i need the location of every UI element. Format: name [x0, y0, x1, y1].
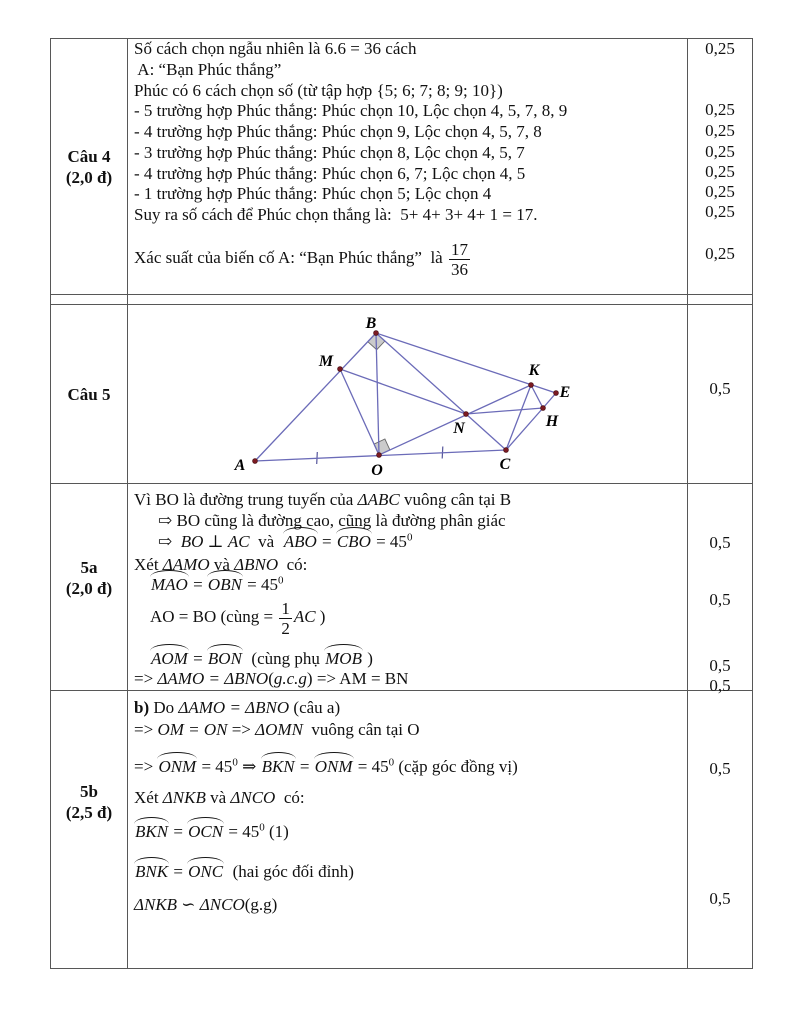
solution-line: Số cách chọn ngẫu nhiên là 6.6 = 36 cách [134, 39, 417, 58]
solution-line [134, 756, 518, 777]
table-border-bottom [50, 968, 753, 969]
text-run: (1) [264, 822, 289, 841]
text-run: ) [315, 607, 326, 626]
row-divider-3 [50, 690, 753, 691]
superscript: 0 [259, 821, 265, 834]
angle-name: OBN [207, 575, 242, 594]
text-run: ⇨ [158, 532, 181, 551]
text-run: b) [134, 698, 150, 717]
score-value: 0,5 [709, 656, 731, 675]
segment-CH [506, 408, 543, 450]
solution-line [150, 574, 284, 595]
text-run: (cùng phụ [242, 649, 325, 668]
row-points: (2,0 đ) [65, 579, 113, 598]
solution-line: - 4 trường hợp Phúc thắng: Phúc chọn 9, Lộc chọn 4, 5, 7, 8 [134, 122, 542, 141]
text-run: = [317, 532, 336, 551]
angle-name: ONM [314, 757, 353, 776]
text-run: vuông cân tại O [302, 720, 420, 739]
segment-BC [376, 333, 506, 450]
text-run: => [227, 720, 256, 739]
point-label-E: E [559, 384, 571, 401]
row-divider-1a [50, 294, 753, 295]
solution-line [134, 697, 340, 718]
solution-line: - 3 trường hợp Phúc thắng: Phúc chọn 8, Lộc chọn 4, 5, 7 [134, 143, 525, 162]
angle-name: BKN [135, 822, 169, 841]
text-run: BO [180, 532, 204, 551]
solution-line: Phúc có 6 cách chọn số (từ tập hợp {5; 6; 7; 8; 9; 10}) [134, 81, 503, 100]
point-label-N: N [453, 420, 465, 437]
angle-name: ABO [283, 532, 317, 551]
text-run: ΔAMO = ΔBNO [178, 698, 290, 717]
text-run: ⇒ [237, 757, 261, 776]
text-run: ⇨ BO cũng là đường cao, cũng là đường phân giác [158, 511, 506, 530]
table-border-right [752, 38, 753, 969]
text-run: ( [268, 669, 274, 688]
text-run: = [188, 575, 207, 594]
solution-line-probability [134, 236, 472, 280]
solution-line [158, 531, 412, 552]
segment-EH [543, 393, 556, 408]
solution-line [134, 861, 354, 882]
solution-line: - 5 trường hợp Phúc thắng: Phúc chọn 10, Lộc chọn 4, 5, 7, 8, 9 [134, 101, 568, 120]
text-run: ) => AM = BN [306, 669, 409, 688]
text-run: ) [362, 649, 373, 668]
angle-name: OCN [188, 822, 224, 841]
score-value: 0,25 [705, 121, 735, 140]
solution-line: Suy ra số cách để Phúc chọn thắng là: 5+ 4+ 3+ 4+ 1 = 17. [134, 205, 538, 224]
solution-line [134, 489, 511, 510]
text-run: => [134, 757, 158, 776]
score-value: 0,5 [709, 759, 731, 778]
text-run: Vì BO là đường trung tuyến của [134, 490, 358, 509]
point-label-O: O [371, 462, 383, 479]
point-label-H: H [545, 413, 559, 430]
score-value: 0,25 [705, 39, 735, 58]
score-value: 0,25 [705, 244, 735, 263]
superscript: 0 [278, 574, 284, 587]
text-run: g.c.g [273, 669, 307, 688]
segment-MN [340, 369, 466, 414]
solution-line [158, 510, 506, 531]
solution-line [134, 668, 408, 689]
point-M [338, 367, 343, 372]
text-run: = [169, 862, 188, 881]
row-label-cau4 [51, 39, 127, 294]
point-label-K: K [528, 362, 540, 379]
angle-name: BON [207, 649, 242, 668]
segment-MO [340, 369, 379, 455]
text-run: => [134, 669, 158, 688]
text-run: có: [278, 555, 308, 574]
table-divider-label [127, 38, 128, 969]
right-angle-mark-O [374, 439, 390, 455]
text-run: AO = BO (cùng [150, 607, 264, 626]
row-label: Câu 5 [67, 384, 111, 404]
score-value: 0,25 [705, 100, 735, 119]
score-value: 0,25 [705, 202, 735, 221]
score-value: 0,25 [705, 142, 735, 161]
text-run: có: [275, 788, 305, 807]
point-O [377, 453, 382, 458]
solution-line [134, 787, 305, 808]
point-label-B: B [365, 315, 377, 332]
superscript: 0 [232, 756, 238, 769]
point-H [541, 406, 546, 411]
angle-name: ONM [158, 757, 197, 776]
row-divider-2 [50, 483, 753, 484]
row-divider-1b [50, 304, 753, 305]
text-run: = [263, 607, 278, 626]
text-run: = [295, 757, 314, 776]
text-run: và [209, 555, 235, 574]
text-run: AC [293, 607, 316, 626]
solution-line [134, 719, 420, 740]
score-value: 0,25 [705, 162, 735, 181]
text-run: ⊥ [203, 532, 228, 551]
text-run: Xét [134, 555, 163, 574]
row-points: (2,5 đ) [65, 802, 113, 822]
text-run: (g.g) [244, 895, 278, 914]
geometry-figure [225, 315, 597, 483]
solution-line: - 4 trường hợp Phúc thắng: Phúc chọn 6, 7; Lộc chọn 4, 5 [134, 164, 526, 183]
text-run: => [134, 720, 158, 739]
text-run: (câu a) [289, 698, 341, 717]
text-run: ΔOMN [255, 720, 303, 739]
text-run: ΔNKB [162, 788, 206, 807]
solution-line [150, 595, 325, 639]
point-N [464, 412, 469, 417]
text-run: ΔNKB [134, 895, 178, 914]
solution-line: A: “Bạn Phúc thắng” [134, 60, 282, 79]
text-run: Xác suất của biến cố A: “Bạn Phúc thắng” là [134, 248, 447, 267]
text-run: = 45 [224, 822, 260, 841]
superscript: 0 [388, 756, 395, 769]
score-value: 0,5 [709, 533, 731, 552]
text-run: = [188, 649, 207, 668]
point-label-M: M [318, 353, 334, 370]
point-A [253, 459, 258, 464]
text-run: = 45 [242, 575, 279, 594]
angle-name: BNK [135, 862, 169, 881]
point-label-A: A [234, 457, 246, 474]
text-run: Do [149, 698, 179, 717]
text-run: = 45 [353, 757, 389, 776]
angle-name: ONC [188, 862, 224, 881]
text-run: và [205, 788, 231, 807]
angle-name: MAO [151, 575, 188, 594]
figure-content [234, 315, 571, 479]
score-value: 0,25 [705, 182, 735, 201]
row-points: (2,0 đ) [65, 167, 113, 187]
text-run: ΔABC [357, 490, 400, 509]
text-run: ΔAMO = ΔBNO [157, 669, 269, 688]
text-run: ΔBNO [234, 555, 279, 574]
point-E [554, 391, 559, 396]
superscript: 0 [406, 531, 413, 544]
row-label: Câu 4 [67, 146, 111, 166]
fraction: $\frac{1}{2}$ [281, 598, 290, 638]
text-run: = [169, 822, 188, 841]
point-label-C: C [499, 456, 511, 473]
text-run: AC [227, 532, 250, 551]
row-label-5b [51, 691, 127, 968]
text-run: ΔAMO [162, 555, 210, 574]
text-run: (hai góc đối đỉnh) [224, 862, 354, 881]
angle-name: AOM [151, 649, 188, 668]
row-label: 5a [80, 558, 98, 577]
text-run: OM = ON [157, 720, 228, 739]
score-value: 0,5 [709, 379, 731, 398]
text-run: Xét [134, 788, 163, 807]
point-K [529, 383, 534, 388]
row-label-cau5 [51, 305, 127, 483]
score-value: 0,5 [709, 590, 731, 609]
text-run: = 45 [371, 532, 407, 551]
score-value: 0,5 [709, 889, 731, 908]
text-run: = 45 [197, 757, 233, 776]
solution-line [150, 648, 373, 669]
segment-BO [376, 333, 379, 455]
score-value: 0,5 [709, 676, 731, 695]
text-run: (cặp góc đồng vị) [394, 757, 518, 776]
angle-name: CBO [336, 532, 371, 551]
fraction: $\frac{17}{36}$ [450, 239, 468, 279]
text-run: vuông cân tại B [399, 490, 512, 509]
point-C [504, 448, 509, 453]
text-run: ∽ [177, 895, 200, 914]
row-label-5a [51, 484, 127, 690]
angle-name: BKN [261, 757, 295, 776]
angle-name: MOB [325, 649, 362, 668]
solution-line [134, 821, 289, 842]
solution-line: - 1 trường hợp Phúc thắng: Phúc chọn 5; Lộc chọn 4 [134, 184, 492, 203]
text-run: ΔNCO [199, 895, 245, 914]
text-run: và [249, 532, 283, 551]
text-run: ΔNCO [230, 788, 276, 807]
solution-line [134, 894, 277, 915]
row-label: 5b [80, 781, 98, 801]
segment-AB [255, 333, 376, 461]
